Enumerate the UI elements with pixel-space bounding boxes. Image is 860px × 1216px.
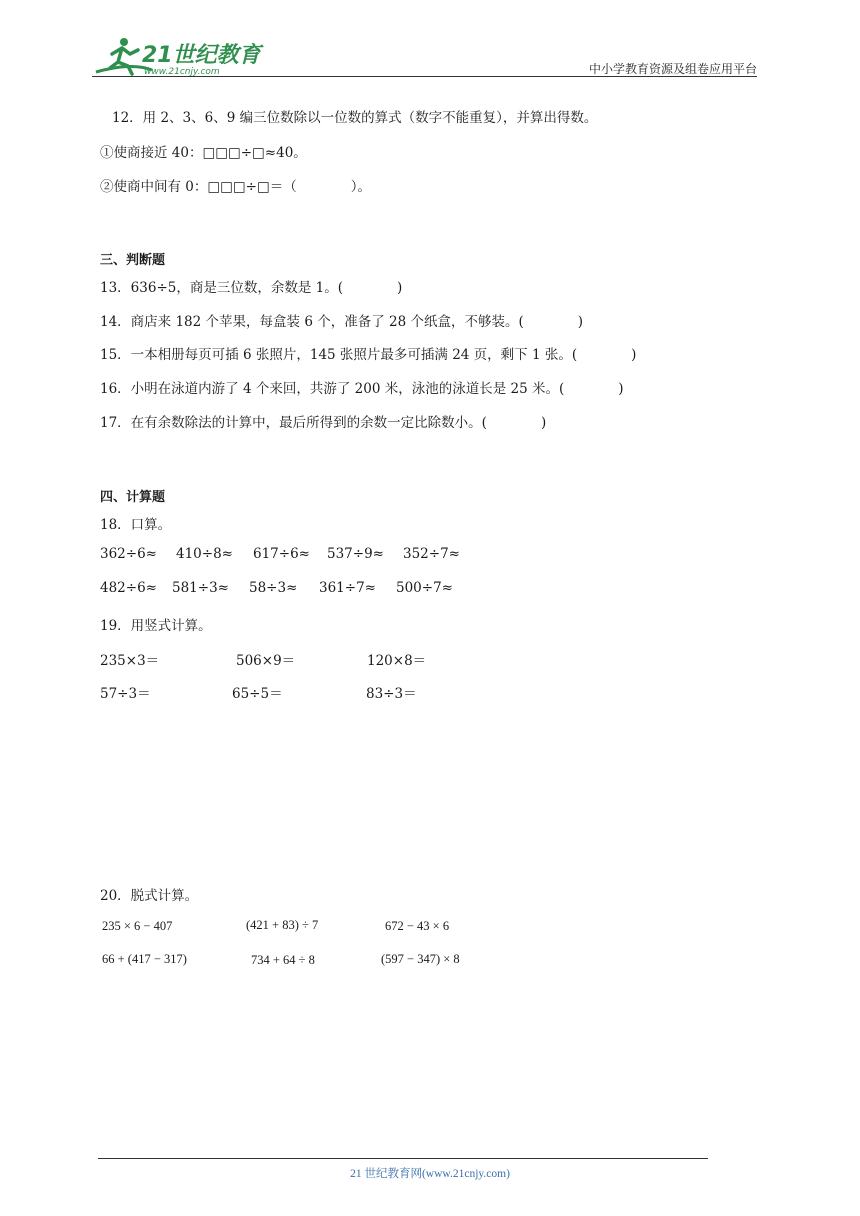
vertical-calc-item: 65÷5＝ <box>232 686 283 702</box>
question-15: 15．一本相册每页可插 6 张照片，145 张照片最多可插满 24 页，剩下 1 张。( ) <box>100 347 637 363</box>
logo-text: 21世纪教育 <box>142 43 261 68</box>
step-calc-item: 672 − 43 × 6 <box>385 919 450 933</box>
vertical-calc-item: 57÷3＝ <box>100 686 151 702</box>
question-13: 13．636÷5，商是三位数，余数是 1。( ) <box>100 280 403 296</box>
platform-title: 中小学教育资源及组卷应用平台 <box>588 62 757 76</box>
step-calc-item: 235 × 6 − 407 <box>102 919 173 933</box>
mental-math-item: 482÷6≈ <box>100 580 157 596</box>
vertical-calc-item: 506×9＝ <box>236 653 296 669</box>
footer-divider <box>98 1158 708 1159</box>
question-17: 17．在有余数除法的计算中，最后所得到的余数一定比除数小。( ) <box>100 415 547 431</box>
mental-math-item: 537÷9≈ <box>327 546 384 562</box>
mental-math-item: 352÷7≈ <box>403 546 460 562</box>
section-title-judgment: 三、判断题 <box>100 253 166 268</box>
question-12: 12．用 2、3、6、9 编三位数除以一位数的算式（数字不能重复），并算出得数。 <box>112 110 598 126</box>
mental-math-item: 58÷3≈ <box>249 580 298 596</box>
question-12-part-1: ①使商接近 40：□□□÷□≈40。 <box>100 145 307 161</box>
mental-math-item: 410÷8≈ <box>176 546 233 562</box>
mental-math-item: 500÷7≈ <box>396 580 453 596</box>
step-calc-item: (597 − 347) × 8 <box>381 952 460 966</box>
section-title-calculation: 四、计算题 <box>100 490 166 505</box>
mental-math-item: 617÷6≈ <box>253 546 310 562</box>
question-20: 20．脱式计算。 <box>100 888 199 904</box>
mental-math-item: 581÷3≈ <box>172 580 229 596</box>
mental-math-item: 361÷7≈ <box>319 580 376 596</box>
mental-math-item: 362÷6≈ <box>100 546 157 562</box>
step-calc-item: 734 + 64 ÷ 8 <box>251 953 315 967</box>
vertical-calc-item: 83÷3＝ <box>366 686 417 702</box>
question-16: 16．小明在泳道内游了 4 个来回，共游了 200 米，泳池的泳道长是 25 米。( ) <box>100 381 624 397</box>
question-18: 18．口算。 <box>100 517 172 533</box>
step-calc-item: 66 + (417 − 317) <box>102 952 187 966</box>
site-logo <box>92 32 272 78</box>
step-calc-item: (421 + 83) ÷ 7 <box>246 918 319 932</box>
question-19: 19．用竖式计算。 <box>100 618 212 634</box>
header-divider <box>92 76 757 77</box>
footer-link[interactable]: 21 世纪教育网(www.21cnjy.com) <box>350 1168 510 1180</box>
logo-url: www.21cnjy.com <box>144 67 220 77</box>
question-14: 14．商店来 182 个苹果，每盒装 6 个，准备了 28 个纸盒，不够装。( ) <box>100 314 583 330</box>
question-12-part-2: ②使商中间有 0：□□□÷□＝（ ）。 <box>100 179 371 195</box>
vertical-calc-item: 235×3＝ <box>100 653 160 669</box>
vertical-calc-item: 120×8＝ <box>367 653 427 669</box>
